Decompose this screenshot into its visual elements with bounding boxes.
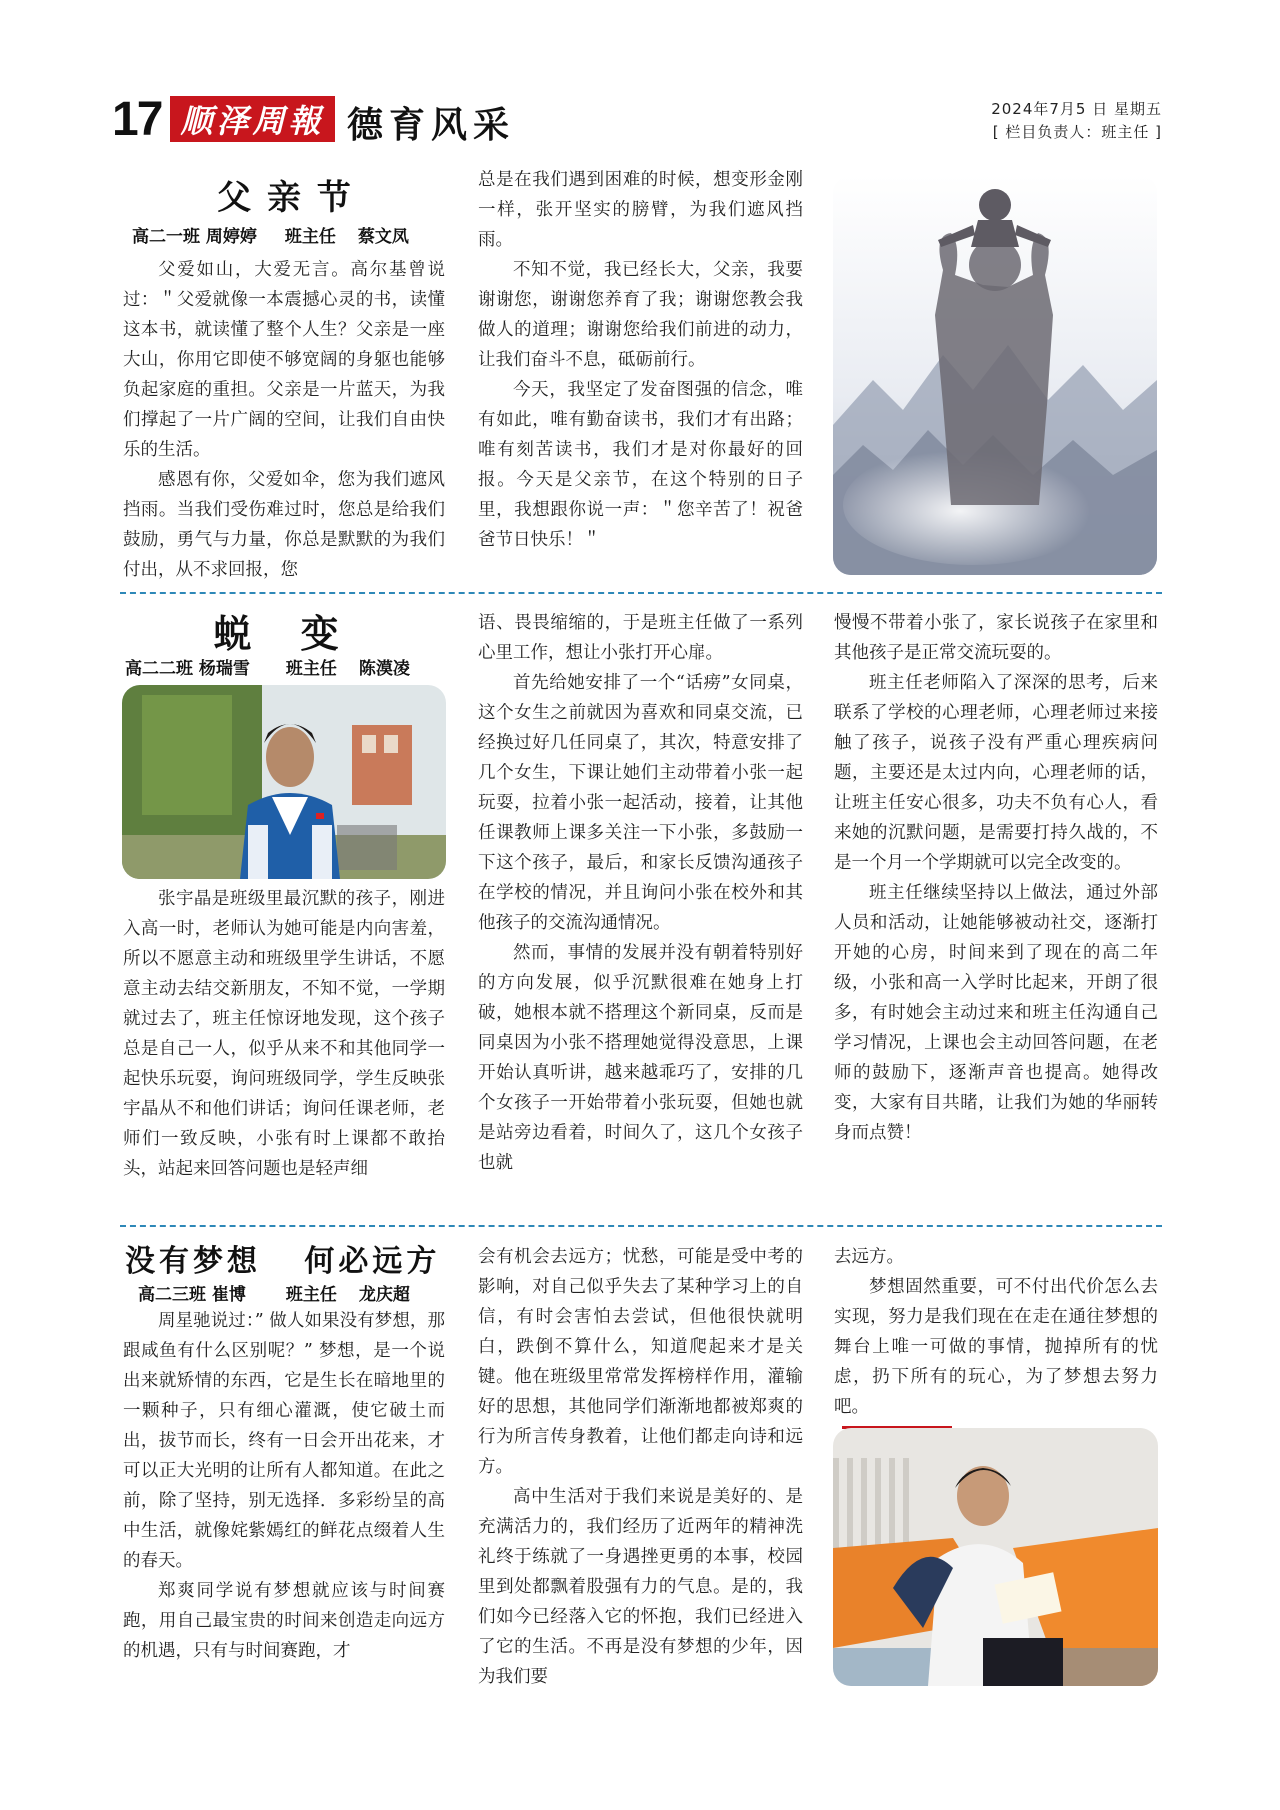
article1-column-2	[478, 165, 803, 555]
teacher-name: 蔡文凤	[357, 227, 409, 247]
article3-column-2	[478, 1242, 803, 1692]
section-title: 德育风采	[347, 105, 516, 146]
paragraph: 不知不觉，我已经长大，父亲，我要谢谢您，谢谢您养育了我；谢谢您教会我做人的道理；谢谢您给我们前进的动力，让我们奋斗不息，砥砺前行。	[478, 260, 803, 370]
article3-byline	[138, 1280, 410, 1305]
paragraph: 父爱如山，大爱无言。高尔基曾说过：＂父爱就像一本震撼心灵的书，读懂这本书，就读懂了整个人生？父亲是一座大山，你用它即使不够宽阔的身躯也能够负起家庭的重担。父亲是一片蓝天，为我们撑起了一片广阔的空间，让我们自由快乐的生活。	[123, 260, 445, 460]
paragraph: 郑爽同学说有梦想就应该与时间赛跑，用自己最宝贵的时间来创造走向远方的机遇，只有与时间赛跑，才	[123, 1581, 445, 1661]
author-class: 高二一班 周婷婷	[132, 227, 257, 247]
article1-title: 父 亲 节	[217, 178, 353, 218]
article2-title: 蜕 变	[213, 612, 357, 656]
teacher-label: 班主任	[285, 1285, 337, 1305]
teacher-name: 龙庆超	[358, 1285, 410, 1305]
article1-column-1	[123, 255, 445, 585]
paragraph: 语、畏畏缩缩的，于是班主任做了一系列心里工作，想让小张打开心扉。	[478, 613, 803, 663]
article1-byline	[132, 222, 409, 247]
paragraph: 去远方。	[834, 1247, 904, 1267]
article2-column-2	[478, 608, 803, 1178]
article3-title: 没有梦想 何必远方	[125, 1244, 441, 1279]
author-class: 高二二班 杨瑞雪	[125, 659, 250, 679]
author-class: 高二三班 崔博	[138, 1285, 246, 1305]
article3-column-1	[123, 1306, 445, 1666]
student-portrait-image	[122, 685, 446, 879]
issue-date: 2024年7月5 日 星期五	[991, 100, 1162, 118]
section-divider	[120, 592, 1162, 594]
paragraph: 今天，我坚定了发奋图强的信念，唯有如此，唯有勤奋读书，我们才有出路；唯有刻苦读书，我们才是对你最好的回报。今天是父亲节，在这个特别的日子里，我想跟你说一声：＂您辛苦了！祝爸爸节日快乐！＂	[478, 380, 803, 550]
article3-column-3	[834, 1242, 1158, 1422]
paragraph: 感恩有你，父爱如伞，您为我们遮风挡雨。当我们受伤难过时，您总是给我们鼓励，勇气与力量，你总是默默的为我们付出，从不求回报，您	[123, 470, 445, 580]
student-reading-image	[833, 1428, 1158, 1686]
section-divider	[120, 1225, 1162, 1227]
newspaper-masthead: 顺泽周報	[170, 96, 335, 142]
teacher-label: 班主任	[285, 659, 337, 679]
paragraph: 周星驰说过：” 做人如果没有梦想，那跟咸鱼有什么区别呢？” 梦想，是一个说出来就矫情的东西，它是生长在暗地里的一颗种子，只有细心灌溉，使它破土而出，拔节而长，终有一日会开出花来，才可以正大光明的让所有人都知道。在此之前，除了坚持，别无选择．多彩纷呈的高中生活，就像姹紫嫣红的鲜花点缀着人生的春天。	[123, 1311, 445, 1571]
paragraph: 张宇晶是班级里最沉默的孩子，刚进入高一时，老师认为她可能是内向害羞，所以不愿意主动和班级里学生讲话，不愿意主动去结交新朋友，不知不觉，一学期就过去了，班主任惊讶地发现，这个孩子总是自己一人，似乎从来不和其他同学一起快乐玩耍，询问班级同学，学生反映张宇晶从不和他们讲话；询问任课老师，老师们一致反映，小张有时上课都不敢抬头，站起来回答问题也是轻声细	[123, 889, 445, 1179]
article2-byline	[125, 654, 410, 679]
paragraph: 高中生活对于我们来说是美好的、是充满活力的，我们经历了近两年的精神洗礼终于练就了一身遇挫更勇的本事，校园里到处都飘着股强有力的气息。是的，我们如今已经落入它的怀抱，我们已经进入了它的生活。不再是没有梦想的少年，因为我们要	[478, 1487, 803, 1687]
column-editor: [ 栏目负责人：班主任 ]	[992, 123, 1162, 141]
paragraph: 慢慢不带着小张了，家长说孩子在家里和其他孩子是正常交流玩耍的。	[834, 613, 1158, 663]
teacher-label: 班主任	[284, 227, 336, 247]
father-child-silhouette-image	[833, 175, 1157, 575]
paragraph: 总是在我们遇到困难的时候，想变形金刚一样，张开坚实的膀臂，为我们遮风挡雨。	[478, 170, 803, 250]
paragraph: 然而，事情的发展并没有朝着特别好的方向发展，似乎沉默很难在她身上打破，她根本就不搭理这个新同桌，反而是同桌因为小张不搭理她觉得没意思，上课开始认真听讲，越来越乖巧了，安排的几个女孩子一开始带着小张玩耍，但她也就是站旁边看着，时间久了，这几个女孩子也就	[478, 943, 803, 1173]
paragraph: 班主任老师陷入了深深的思考，后来联系了学校的心理老师，心理老师过来接触了孩子，说孩子没有严重心理疾病问题，主要还是太过内向，心理老师的话，让班主任安心很多，功夫不负有心人，看来她的沉默问题，是需要打持久战的，不是一个月一个学期就可以完全改变的。	[834, 673, 1158, 873]
article2-column-1	[123, 884, 445, 1184]
paragraph: 梦想固然重要，可不付出代价怎么去实现，努力是我们现在在走在通往梦想的舞台上唯一可做的事情，抛掉所有的忧虑，扔下所有的玩心，为了梦想去努力吧。	[834, 1277, 1158, 1417]
paragraph: 会有机会去远方；忧愁，可能是受中考的影响，对自己似乎失去了某种学习上的自信，有时会害怕去尝试，但他很快就明白，跌倒不算什么，知道爬起来才是关键。他在班级里常常发挥榜样作用，灌输好的思想，其他同学们渐渐地都被郑爽的行为所言传身教着，让他们都走向诗和远方。	[478, 1247, 803, 1477]
article2-column-3	[834, 608, 1158, 1148]
paragraph: 首先给她安排了一个“话痨”女同桌，这个女生之前就因为喜欢和同桌交流，已经换过好几任同桌了，其次，特意安排了几个女生，下课让她们主动带着小张一起玩耍，拉着小张一起活动，接着，让其他任课教师上课多关注一下小张，多鼓励一下这个孩子，最后，和家长反馈沟通孩子在学校的情况，并且询问小张在校外和其他孩子的交流沟通情况。	[478, 673, 803, 933]
teacher-name: 陈漠凌	[358, 659, 410, 679]
page-number: 17	[112, 93, 162, 146]
paragraph: 班主任继续坚持以上做法，通过外部人员和活动，让她能够被动社交，逐渐打开她的心房，时间来到了现在的高二年级，小张和高一入学时比起来，开朗了很多，有时她会主动过来和班主任沟通自己学习情况，上课也会主动回答问题，在老师的鼓励下，逐渐声音也提高。她得改变，大家有目共睹，让我们为她的华丽转身而点赞！	[834, 883, 1158, 1143]
